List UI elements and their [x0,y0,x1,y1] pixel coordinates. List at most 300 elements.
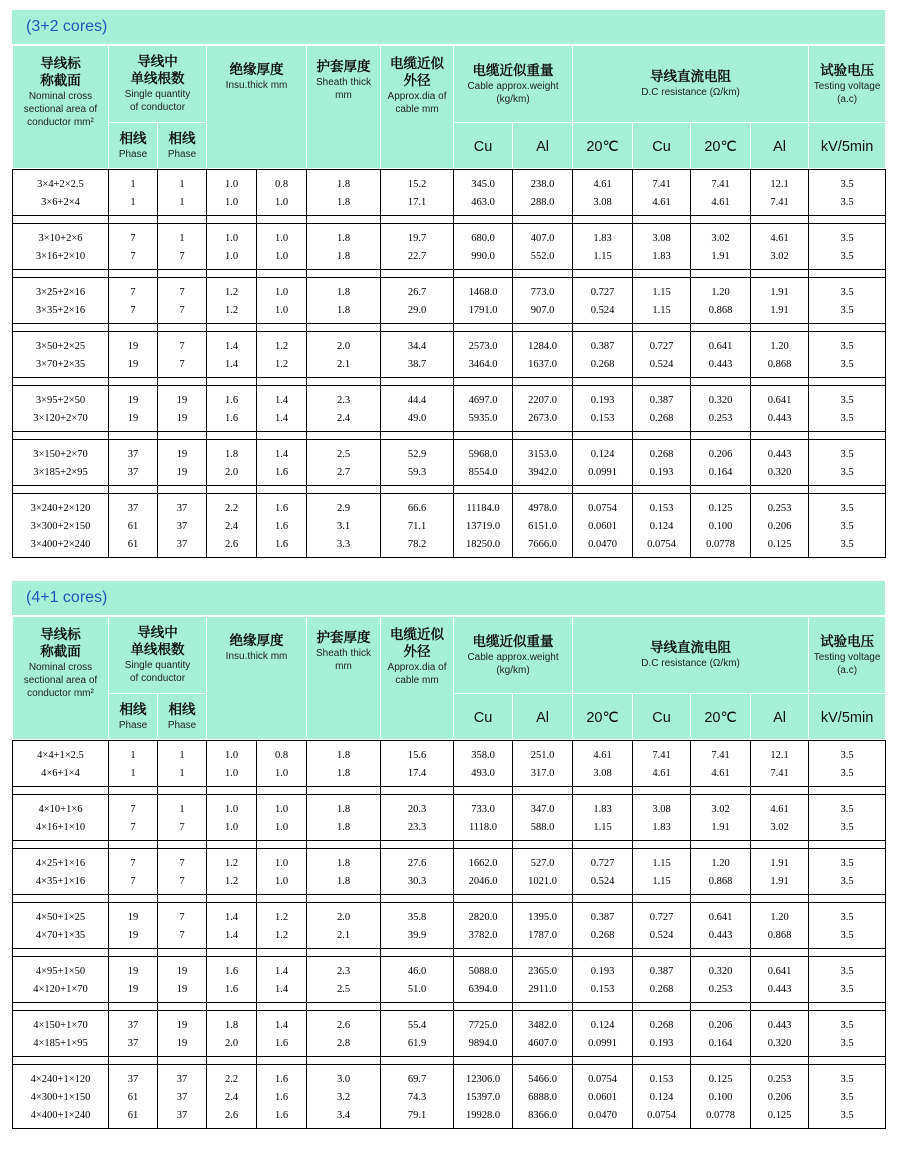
header-sheath [307,617,381,740]
resistance-20c-cell: 0.100 [691,1089,751,1107]
spacer-cell [257,1057,307,1065]
spacer-cell [809,486,886,494]
spacer-cell [454,432,513,440]
insulation-en-label: Insu.thick mm [225,80,288,91]
phase-wire-count-cell: 7 [158,278,207,303]
voltage-cn-label: 试验电压 [820,633,875,650]
header-resistance-sub [691,123,751,169]
spacer-cell [809,216,886,224]
spacer-cell [257,486,307,494]
resistance-cu-cell: 0.387 [633,957,691,982]
header-weight [454,617,573,694]
sheath-thickness-cell: 1.8 [307,248,381,270]
table-row [13,1107,886,1129]
resistance-20c-cell: 0.0601 [573,518,633,536]
resistance-20c-cell: 0.727 [573,278,633,303]
sheath-en-label: mm [335,661,352,672]
resistance-20c-cell: 0.524 [573,873,633,895]
header-cross-section [13,617,109,740]
approx-diameter-cell: 79.1 [381,1107,454,1129]
header-resistance-sub-label: Cu [652,710,671,726]
insulation-thickness-cell: 1.2 [257,332,307,357]
table-row [13,386,886,411]
spacer-cell [454,1057,513,1065]
weight-cu-cell: 7725.0 [454,1011,513,1036]
resistance-20c-cell: 4.61 [573,170,633,195]
resistance-al-cell: 12.1 [751,170,809,195]
weight-al-cell: 2207.0 [513,386,573,411]
resistance-20c-cell: 0.206 [691,1011,751,1036]
resistance-20c-cell: 0.0601 [573,1089,633,1107]
spacer-cell [109,787,158,795]
resistance-al-cell: 0.320 [751,1035,809,1057]
resistance-al-cell: 1.20 [751,903,809,928]
spacer-cell [809,378,886,386]
insulation-thickness-cell: 1.8 [207,1011,257,1036]
cross-section-cell: 3×70+2×35 [13,356,109,378]
resistance-cu-cell: 0.268 [633,981,691,1003]
resistance-al-cell: 12.1 [751,741,809,766]
phase-wire-count-cell: 19 [109,981,158,1003]
table-row [13,1011,886,1036]
weight-cu-cell: 4697.0 [454,386,513,411]
spacer-cell [454,1003,513,1011]
resistance-cu-cell: 0.524 [633,356,691,378]
test-voltage-cell: 3.5 [809,849,886,874]
resistance-al-cell: 4.61 [751,795,809,820]
header-phase [109,123,158,169]
cross-section-cell: 4×6+1×4 [13,765,109,787]
phase-wire-count-cell: 37 [158,1065,207,1090]
insulation-thickness-cell: 0.8 [257,741,307,766]
resistance-20c-cell: 0.206 [691,440,751,465]
test-voltage-cell: 3.5 [809,170,886,195]
spacer-cell [158,378,207,386]
phase-wire-count-cell: 7 [158,248,207,270]
weight-cu-cell: 2573.0 [454,332,513,357]
resistance-cu-cell: 1.15 [633,278,691,303]
spacer-cell [307,1057,381,1065]
test-voltage-cell: 3.5 [809,795,886,820]
spacer-cell [454,378,513,386]
phase-wire-count-cell: 37 [158,1107,207,1129]
group-spacer [13,1003,886,1011]
spacer-cell [257,378,307,386]
header-resistance-sub-label: 20℃ [586,710,619,726]
weight-al-cell: 4978.0 [513,494,573,519]
voltage-en-label: (a.c) [837,664,858,676]
phase-wire-count-cell: 7 [158,356,207,378]
approx-diameter-cell: 17.4 [381,765,454,787]
spacer-cell [513,432,573,440]
weight-cu-cell: 3782.0 [454,927,513,949]
resistance-al-cell: 0.443 [751,440,809,465]
header-weight-material [454,694,513,740]
spacer-cell [381,949,454,957]
weight-cu-cell: 1118.0 [454,819,513,841]
resistance-cu-cell: 1.15 [633,302,691,324]
spacer-cell [633,841,691,849]
table-row [13,927,886,949]
approx-diameter-cell: 35.8 [381,903,454,928]
spacer-cell [13,1057,109,1065]
weight-al-cell: 317.0 [513,765,573,787]
spacer-cell [573,270,633,278]
table-row [13,981,886,1003]
sheath-thickness-cell: 1.8 [307,849,381,874]
phase-wire-count-cell: 61 [109,536,158,558]
group-spacer [13,270,886,278]
cross-section-cell: 4×400+1×240 [13,1107,109,1129]
spacer-cell [513,1057,573,1065]
spacer-cell [257,432,307,440]
table-row [13,224,886,249]
spacer-cell [751,787,809,795]
resistance-al-cell: 0.206 [751,1089,809,1107]
spacer-cell [158,787,207,795]
sheath-thickness-cell: 2.8 [307,1035,381,1057]
phase-wire-count-cell: 1 [158,765,207,787]
header-resistance-sub-label: Al [773,139,786,155]
table-row [13,1089,886,1107]
diameter-cn-label: 电缆近似 [390,627,445,643]
test-voltage-cell: 3.5 [809,957,886,982]
sheath-thickness-cell: 1.8 [307,224,381,249]
resistance-20c-cell: 7.41 [691,741,751,766]
cross-section-cell: 3×35+2×16 [13,302,109,324]
weight-al-cell: 1787.0 [513,927,573,949]
sheath-thickness-cell: 2.3 [307,957,381,982]
resistance-20c-cell: 0.320 [691,386,751,411]
weight-al-cell: 1284.0 [513,332,573,357]
spacer-cell [691,324,751,332]
weight-cu-cell: 990.0 [454,248,513,270]
weight-en-label: (kg/km) [496,664,530,676]
spacer-cell [809,787,886,795]
phase-wire-count-cell: 19 [109,903,158,928]
spacer-cell [381,1003,454,1011]
spacer-cell [691,841,751,849]
resistance-20c-cell: 4.61 [573,741,633,766]
table-row [13,494,886,519]
spacer-cell [691,895,751,903]
test-voltage-cell: 3.5 [809,248,886,270]
resistance-al-cell: 0.868 [751,356,809,378]
cable-table-3plus2-cores [12,10,885,558]
phase-wire-count-cell: 19 [158,1035,207,1057]
insulation-thickness-cell: 1.0 [207,248,257,270]
resistance-20c-cell: 3.08 [573,194,633,216]
cross-section-cell: 3×120+2×70 [13,410,109,432]
weight-al-cell: 588.0 [513,819,573,841]
insulation-thickness-cell: 1.4 [257,440,307,465]
weight-cu-cell: 1662.0 [454,849,513,874]
insulation-cn-label: 绝缘厚度 [229,62,284,78]
phase-wire-count-cell: 37 [109,1065,158,1090]
header-weight-material [454,123,513,169]
insulation-thickness-cell: 2.0 [207,1035,257,1057]
weight-cu-cell: 5968.0 [454,440,513,465]
phase-wire-count-cell: 1 [158,224,207,249]
cross-section-en-label: sectional area of [23,104,98,115]
test-voltage-cell: 3.5 [809,1011,886,1036]
resistance-al-cell: 1.91 [751,302,809,324]
spacer-cell [381,486,454,494]
sheath-thickness-cell: 2.6 [307,1011,381,1036]
spacer-cell [257,949,307,957]
resistance-20c-cell: 0.164 [691,1035,751,1057]
spacer-cell [13,324,109,332]
cross-section-cell: 3×150+2×70 [13,440,109,465]
phase-wire-count-cell: 7 [158,903,207,928]
phase-wire-count-cell: 19 [158,957,207,982]
sheath-cn-label: 护套厚度 [316,630,371,646]
resistance-20c-cell: 0.443 [691,927,751,949]
voltage-en-label: Testing voltage [813,651,881,663]
phase-wire-count-cell: 7 [158,873,207,895]
spacer-cell [751,378,809,386]
resistance-al-cell: 1.91 [751,849,809,874]
spacer-cell [381,324,454,332]
spacer-cell [13,486,109,494]
resistance-20c-cell: 0.164 [691,464,751,486]
table-body [12,169,886,558]
resistance-20c-cell: 0.0470 [573,536,633,558]
resistance-20c-cell: 7.41 [691,170,751,195]
spacer-cell [751,324,809,332]
spacer-cell [751,216,809,224]
insulation-thickness-cell: 1.0 [257,302,307,324]
table-row [13,302,886,324]
resistance-20c-cell: 1.91 [691,248,751,270]
table-row [13,536,886,558]
resistance-cu-cell: 0.124 [633,1089,691,1107]
phase-cn-label: 相线 [119,701,147,718]
insulation-thickness-cell: 1.0 [207,795,257,820]
resistance-cu-cell: 4.61 [633,194,691,216]
resistance-cu-cell: 3.08 [633,224,691,249]
spacer-cell [513,378,573,386]
spacer-cell [257,324,307,332]
diameter-cn-label: 外径 [403,644,431,660]
resistance-al-cell: 3.02 [751,248,809,270]
header-resistance-sub [633,694,691,740]
sheath-en-label: mm [335,90,352,101]
resistance-cu-cell: 0.268 [633,440,691,465]
resistance-20c-cell: 1.15 [573,819,633,841]
phase-wire-count-cell: 1 [109,170,158,195]
wire-count-en-label: of conductor [129,102,186,113]
resistance-20c-cell: 3.08 [573,765,633,787]
spacer-cell [809,270,886,278]
header-resistance-sub [573,123,633,169]
weight-cn-label: 电缆近似重量 [472,62,554,79]
cross-section-cell: 4×16+1×10 [13,819,109,841]
spacer-cell [513,486,573,494]
spacer-cell [573,378,633,386]
spacer-cell [633,486,691,494]
resistance-20c-cell: 0.868 [691,302,751,324]
spacer-cell [454,270,513,278]
weight-cu-cell: 8554.0 [454,464,513,486]
cross-section-en-label: conductor mm² [27,688,94,699]
spacer-cell [257,841,307,849]
spacer-cell [809,1057,886,1065]
section-title: (4+1 cores) [12,581,885,616]
test-voltage-cell: 3.5 [809,765,886,787]
cross-section-cell: 4×10+1×6 [13,795,109,820]
test-voltage-cell: 3.5 [809,1035,886,1057]
spacer-cell [691,486,751,494]
resistance-al-cell: 0.320 [751,464,809,486]
spacer-cell [751,1003,809,1011]
spacer-cell [454,486,513,494]
spacer-cell [751,1057,809,1065]
resistance-20c-cell: 0.193 [573,386,633,411]
cross-section-cell: 3×6+2×4 [13,194,109,216]
test-voltage-cell: 3.5 [809,873,886,895]
weight-al-cell: 773.0 [513,278,573,303]
resistance-cu-cell: 0.268 [633,1011,691,1036]
spacer-cell [109,378,158,386]
cross-section-cell: 4×150+1×70 [13,1011,109,1036]
test-voltage-cell: 3.5 [809,819,886,841]
phase-wire-count-cell: 7 [158,302,207,324]
weight-cu-cell: 5088.0 [454,957,513,982]
spacer-cell [513,1003,573,1011]
weight-cu-cell: 15397.0 [454,1089,513,1107]
spacer-cell [257,216,307,224]
test-voltage-cell: 3.5 [809,194,886,216]
resistance-20c-cell: 0.641 [691,332,751,357]
insulation-thickness-cell: 1.2 [257,927,307,949]
spacer-cell [809,432,886,440]
header-wire-count [109,617,207,694]
resistance-cu-cell: 0.727 [633,903,691,928]
spacer-cell [109,486,158,494]
resistance-20c-cell: 0.641 [691,903,751,928]
resistance-20c-cell: 3.02 [691,795,751,820]
weight-al-cell: 552.0 [513,248,573,270]
spacer-cell [307,432,381,440]
sheath-thickness-cell: 2.9 [307,494,381,519]
header-resistance [573,617,809,694]
group-spacer [13,841,886,849]
spacer-cell [751,486,809,494]
resistance-cu-cell: 0.524 [633,927,691,949]
cross-section-cell: 3×400+2×240 [13,536,109,558]
insulation-thickness-cell: 1.4 [257,410,307,432]
spacer-cell [207,432,257,440]
insulation-thickness-cell: 1.4 [207,332,257,357]
cross-section-cell: 3×4+2×2.5 [13,170,109,195]
spacer-cell [307,216,381,224]
phase-wire-count-cell: 19 [158,981,207,1003]
header-row-main [13,617,886,694]
phase-wire-count-cell: 1 [158,194,207,216]
approx-diameter-cell: 39.9 [381,927,454,949]
phase-wire-count-cell: 19 [109,386,158,411]
section-title: (3+2 cores) [12,10,885,45]
phase-wire-count-cell: 1 [109,194,158,216]
spacer-cell [158,270,207,278]
resistance-cu-cell: 7.41 [633,170,691,195]
voltage-cn-label: 试验电压 [820,62,875,79]
spacer-cell [158,841,207,849]
diameter-cn-label: 电缆近似 [390,56,445,72]
spacer-cell [513,841,573,849]
spacer-cell [307,1003,381,1011]
table-row [13,464,886,486]
spacer-cell [307,787,381,795]
sheath-thickness-cell: 3.1 [307,518,381,536]
spacer-cell [207,216,257,224]
spacer-cell [158,324,207,332]
phase-wire-count-cell: 61 [109,1107,158,1129]
insulation-thickness-cell: 1.0 [257,849,307,874]
resistance-20c-cell: 0.387 [573,903,633,928]
sheath-cn-label: 护套厚度 [316,59,371,75]
spacer-cell [207,1003,257,1011]
weight-cu-cell: 9894.0 [454,1035,513,1057]
resistance-20c-cell: 0.124 [573,1011,633,1036]
spacer-cell [13,841,109,849]
header-voltage-unit-label: kV/5min [820,139,874,155]
insulation-thickness-cell: 1.4 [207,356,257,378]
resistance-cu-cell: 1.83 [633,819,691,841]
phase-wire-count-cell: 19 [158,1011,207,1036]
header-sheath [307,46,381,169]
resistance-al-cell: 0.253 [751,1065,809,1090]
group-spacer [13,432,886,440]
resistance-cu-cell: 0.0754 [633,536,691,558]
table-row [13,1035,886,1057]
insulation-thickness-cell: 1.6 [257,1089,307,1107]
spacer-cell [454,841,513,849]
insulation-thickness-cell: 1.4 [257,981,307,1003]
phase-wire-count-cell: 37 [158,1089,207,1107]
weight-al-cell: 3482.0 [513,1011,573,1036]
resistance-al-cell: 1.20 [751,332,809,357]
insulation-en-label: Insu.thick mm [225,651,288,662]
approx-diameter-cell: 23.3 [381,819,454,841]
wire-count-en-label: of conductor [129,673,186,684]
spacer-cell [207,324,257,332]
table-row [13,1065,886,1090]
resistance-20c-cell: 0.253 [691,410,751,432]
phase-wire-count-cell: 61 [109,1089,158,1107]
diameter-en-label: cable mm [395,104,439,115]
weight-al-cell: 238.0 [513,170,573,195]
resistance-20c-cell: 4.61 [691,765,751,787]
phase-wire-count-cell: 19 [109,332,158,357]
spacer-cell [13,949,109,957]
spacer-cell [381,1057,454,1065]
spacer-cell [573,1003,633,1011]
insulation-thickness-cell: 2.6 [207,1107,257,1129]
sheath-thickness-cell: 1.8 [307,302,381,324]
insulation-thickness-cell: 2.0 [207,464,257,486]
spacer-cell [454,949,513,957]
header-weight-material-label: Cu [473,139,493,155]
insulation-thickness-cell: 1.0 [207,819,257,841]
sheath-thickness-cell: 1.8 [307,795,381,820]
insulation-thickness-cell: 1.4 [257,1011,307,1036]
spacer-cell [751,949,809,957]
weight-en-label: Cable approx.weight [467,80,559,92]
insulation-thickness-cell: 0.8 [257,170,307,195]
sheath-thickness-cell: 3.2 [307,1089,381,1107]
